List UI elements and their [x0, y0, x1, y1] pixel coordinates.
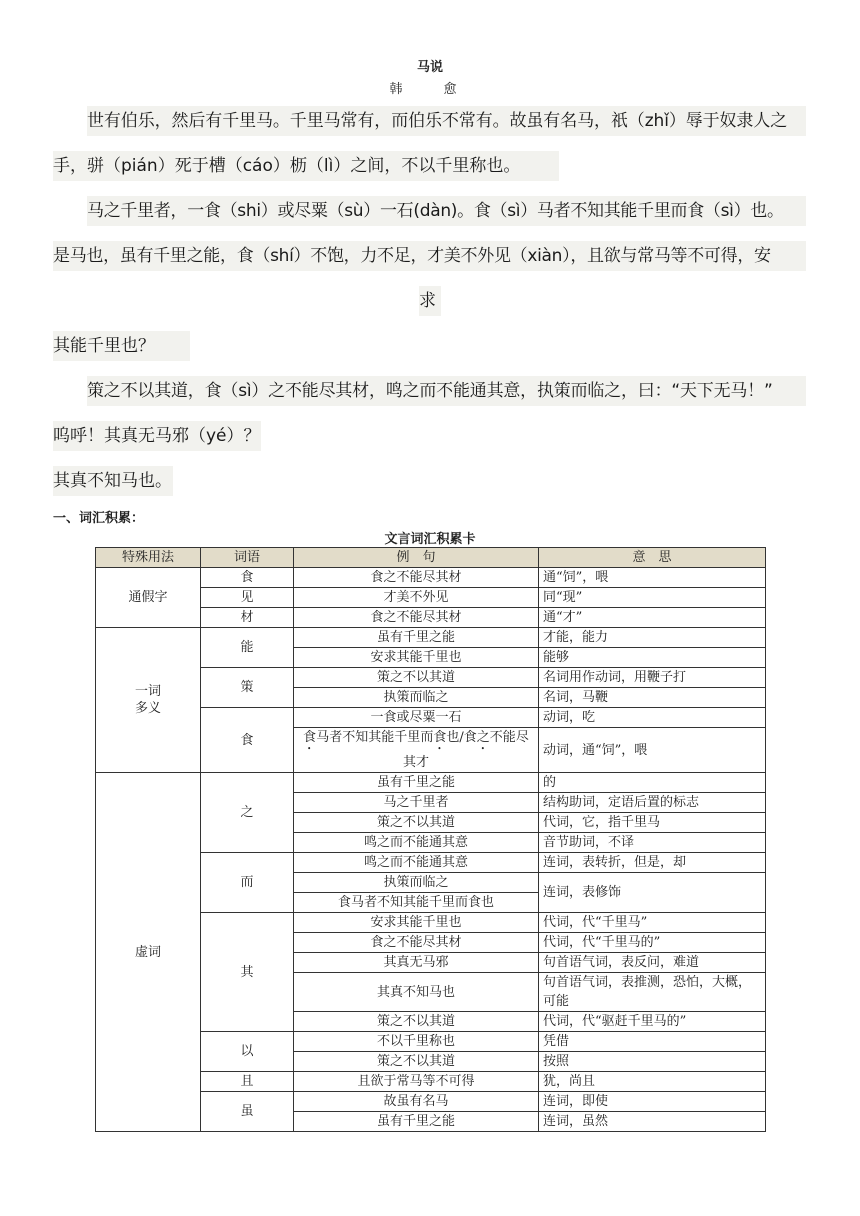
example-cell: 执策而临之 — [294, 873, 539, 893]
meaning-cell: 连词，即使 — [539, 1092, 766, 1112]
example-cell: 不以千里称也 — [294, 1032, 539, 1052]
example-cell: 安求其能千里也 — [294, 913, 539, 933]
meaning-cell: 名词用作动词，用鞭子打 — [539, 668, 766, 688]
passage-line: 呜呼！其真无马邪（yé）？ — [53, 421, 261, 451]
meaning-cell: 连词，表修饰 — [539, 873, 766, 913]
meaning-cell: 名词，马鞭 — [539, 688, 766, 708]
passage-line: 策之不以其道，食（sì）之不能尽其材，鸣之而不能通其意，执策而临之，曰：“天下无马！” — [87, 376, 806, 406]
meaning-cell: 代词，代“千里马” — [539, 913, 766, 933]
word-cell: 策 — [201, 668, 294, 708]
example-cell: 其真不知马也 — [294, 973, 539, 1012]
word-cell: 能 — [201, 628, 294, 668]
meaning-cell: 按照 — [539, 1052, 766, 1072]
vocabulary-table — [95, 547, 766, 1132]
header-meaning: 意 思 — [539, 548, 766, 568]
example-cell: 食之不能尽其材 — [294, 933, 539, 953]
page-title: 马说 — [416, 60, 443, 75]
section-heading: 一、词汇积累： — [53, 511, 145, 526]
example-cell: 虽有千里之能 — [294, 773, 539, 793]
meaning-cell: 代词，代“千里马的” — [539, 933, 766, 953]
example-cell: 食马者不知其能千里而食也 — [294, 893, 539, 913]
example-cell: 食马者不知其能千里而食也/食之不能尽其才 — [294, 728, 539, 773]
example-cell: 执策而临之 — [294, 688, 539, 708]
example-cell: 策之不以其道 — [294, 813, 539, 833]
meaning-cell: 代词，它，指千里马 — [539, 813, 766, 833]
passage-line: 其真不知马也。 — [53, 466, 173, 496]
word-cell: 食 — [201, 708, 294, 773]
table-row — [96, 568, 766, 588]
example-cell: 食之不能尽其材 — [294, 568, 539, 588]
word-cell: 材 — [201, 608, 294, 628]
meaning-cell: 代词，代“驱赶千里马的” — [539, 1012, 766, 1032]
meaning-cell: 通“才” — [539, 608, 766, 628]
example-cell: 故虽有名马 — [294, 1092, 539, 1112]
meaning-cell: 连词，表转折，但是，却 — [539, 853, 766, 873]
word-cell: 以 — [201, 1032, 294, 1072]
passage-line: 手，骈（pián）死于槽（cáo）枥（lì）之间，不以千里称也。 — [53, 151, 559, 181]
usage-cell: 虚词 — [96, 773, 201, 1132]
example-cell: 策之不以其道 — [294, 1052, 539, 1072]
word-cell: 其 — [201, 913, 294, 1032]
meaning-cell: 结构助词，定语后置的标志 — [539, 793, 766, 813]
author: 韩 愈 — [389, 82, 471, 97]
word-cell: 之 — [201, 773, 294, 853]
example-cell: 鸣之而不能通其意 — [294, 833, 539, 853]
example-cell: 一食或尽粟一石 — [294, 708, 539, 728]
example-cell: 安求其能千里也 — [294, 648, 539, 668]
meaning-cell: 凭借 — [539, 1032, 766, 1052]
example-cell: 其真无马邪 — [294, 953, 539, 973]
word-cell: 食 — [201, 568, 294, 588]
example-cell: 鸣之而不能通其意 — [294, 853, 539, 873]
meaning-cell: 句首语气词，表推测，恐怕，大概，可能 — [539, 973, 766, 1012]
word-cell: 而 — [201, 853, 294, 913]
meaning-cell: 动词，吃 — [539, 708, 766, 728]
example-cell: 策之不以其道 — [294, 668, 539, 688]
passage-line: 求 — [419, 286, 441, 316]
meaning-cell: 连词，虽然 — [539, 1112, 766, 1132]
meaning-cell: 动词，通“饲”，喂 — [539, 728, 766, 773]
example-cell: 食之不能尽其材 — [294, 608, 539, 628]
header-word: 词语 — [201, 548, 294, 568]
passage-line: 世有伯乐，然后有千里马。千里马常有，而伯乐不常有。故虽有名马，祇（zhǐ）辱于奴隶人之 — [87, 106, 806, 136]
word-cell: 虽 — [201, 1092, 294, 1132]
table-row — [96, 773, 766, 793]
passage-line: 马之千里者，一食（shi）或尽粟（sù）一石(dàn)。食（sì）马者不知其能千里而食（sì）也。 — [87, 196, 806, 226]
meaning-cell: 犹，尚且 — [539, 1072, 766, 1092]
table-caption: 文言词汇积累卡 — [384, 532, 476, 547]
meaning-cell: 同“现” — [539, 588, 766, 608]
word-cell: 见 — [201, 588, 294, 608]
meaning-cell: 能够 — [539, 648, 766, 668]
example-cell: 虽有千里之能 — [294, 628, 539, 648]
header-example: 例 句 — [294, 548, 539, 568]
table-header-row — [96, 548, 766, 568]
example-cell: 虽有千里之能 — [294, 1112, 539, 1132]
passage-line: 是马也，虽有千里之能，食（shí）不饱，力不足，才美不外见（xiàn），且欲与常马等不可得，安 — [53, 241, 806, 271]
header-usage: 特殊用法 — [96, 548, 201, 568]
table-row — [96, 628, 766, 648]
word-cell: 且 — [201, 1072, 294, 1092]
meaning-cell: 音节助词，不译 — [539, 833, 766, 853]
meaning-cell: 通“饲”，喂 — [539, 568, 766, 588]
passage-line: 其能千里也？ — [53, 331, 190, 361]
usage-cell: 通假字 — [96, 568, 201, 628]
example-cell: 且欲于常马等不可得 — [294, 1072, 539, 1092]
meaning-cell: 才能，能力 — [539, 628, 766, 648]
example-cell: 才美不外见 — [294, 588, 539, 608]
example-cell: 策之不以其道 — [294, 1012, 539, 1032]
usage-cell: 一词 多义 — [96, 628, 201, 773]
meaning-cell: 句首语气词，表反问，难道 — [539, 953, 766, 973]
example-cell: 马之千里者 — [294, 793, 539, 813]
meaning-cell: 的 — [539, 773, 766, 793]
